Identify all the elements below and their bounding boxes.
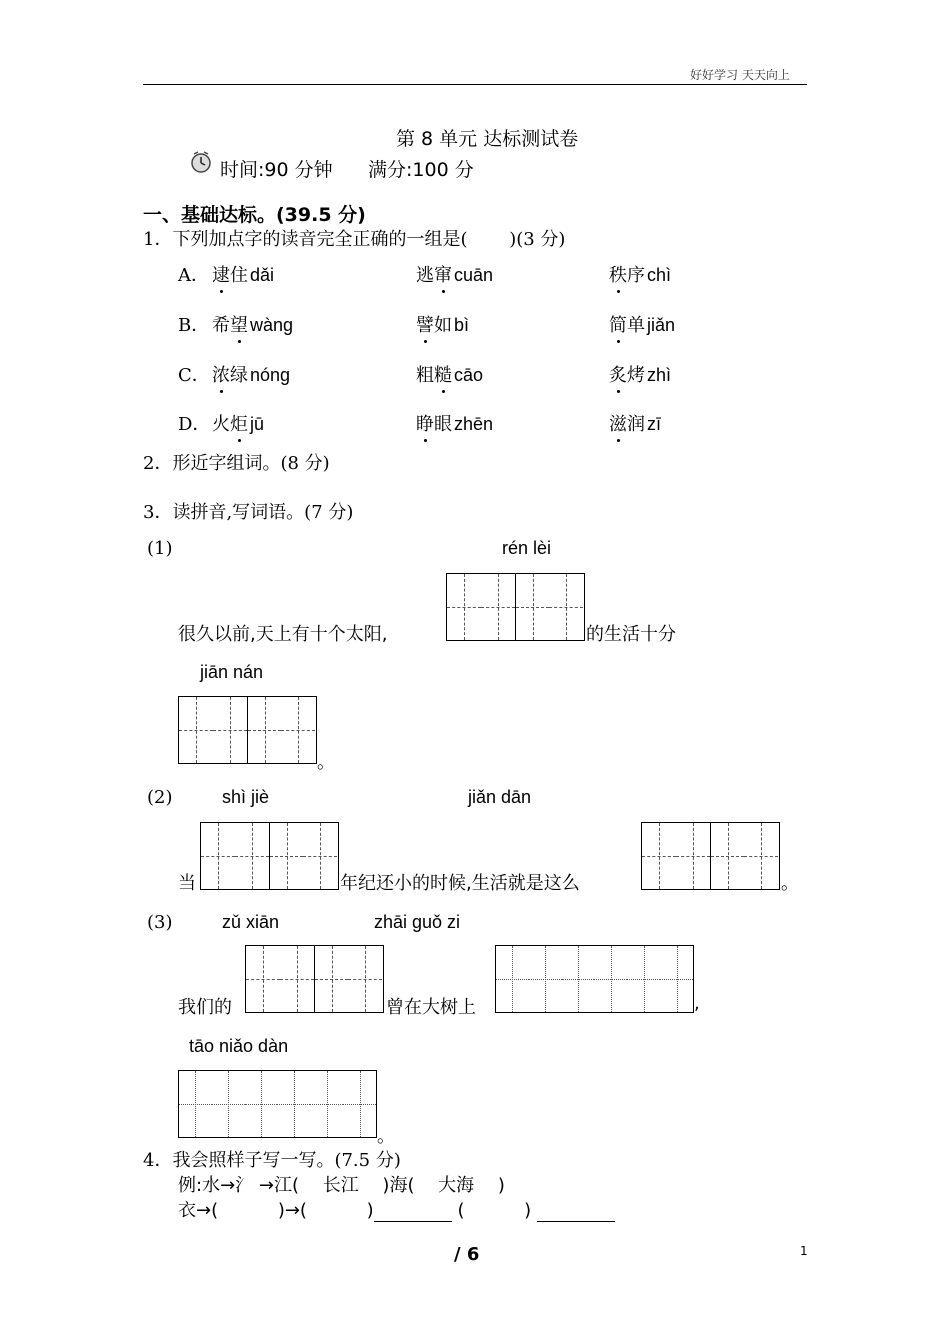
q4-answer-blank-1[interactable] [374,1220,452,1222]
option-pinyin: cāo [454,365,484,385]
header-slogan: 好好学习 天天向上 [690,68,790,82]
q4-line-2-part-b: ( ) [457,1200,532,1221]
character: 润 [627,414,645,435]
dotted-character: 简 [609,311,627,337]
option-word [416,410,493,436]
option-pinyin: zhēn [454,414,494,434]
character: 绿 [230,365,248,386]
character: 烤 [627,365,645,386]
option-word [609,311,675,337]
q4-line-2-part-a: 衣→( )→( ) [178,1200,374,1221]
exam-score: 满分:100 分 [368,159,474,181]
option-pinyin: cuān [454,265,494,285]
q3-part2-text-0: 当 [178,873,196,894]
q3-part2-writing-grid-2[interactable] [641,822,780,890]
q4-answer-blank-2[interactable] [537,1220,615,1222]
character: 眼 [434,414,452,435]
option-pinyin: jiǎn [647,315,676,335]
q4-example: 例:水→氵 →江( 长江 )海( 大海 ) [178,1175,505,1196]
dotted-character: 糙 [434,361,452,387]
option-word [609,361,671,387]
dotted-character: 逮 [212,261,230,287]
question-3-stem: 3．读拼音,写词语。(7 分) [143,502,354,523]
dotted-character: 炙 [609,361,627,387]
question-1-stem: 1．下列加点字的读音完全正确的一组是( )(3 分) [143,229,566,250]
q3-part3-comma: , [694,993,700,1014]
option-word [212,410,264,436]
question-4-stem: 4．我会照样子写一写。(7.5 分) [143,1150,401,1171]
dotted-character: 窜 [434,261,452,287]
dotted-character: 睁 [416,410,434,436]
character: 序 [627,265,645,286]
page-number: 1 [800,1244,808,1258]
character: 如 [434,315,452,336]
option-pinyin: nóng [250,365,291,385]
q3-part1-writing-grid-1[interactable] [446,573,585,641]
character: 希 [212,315,230,336]
dotted-character: 譬 [416,311,434,337]
q3-part3-writing-grid-3[interactable] [178,1070,377,1138]
q3-part3-text-1: 曾在大树上 [386,997,476,1018]
option-word [212,311,293,337]
q3-part1-end: 。 [317,752,335,773]
q4-line-2 [178,1196,615,1222]
option-word [609,261,671,287]
q3-part1-writing-grid-2[interactable] [178,696,317,764]
q3-part2-number: (2) [147,787,173,808]
dotted-character: 秩 [609,261,627,287]
exam-time: 时间:90 分钟 [220,159,333,181]
q3-part2-writing-grid-1[interactable] [200,822,339,890]
option-word [609,410,661,436]
page-of-total: / 6 [454,1244,480,1265]
q3-part3-writing-grid-2[interactable] [495,945,694,1013]
option-word [416,361,483,387]
q3-part1-text-1: 很久以前,天上有十个太阳, [178,624,388,645]
page-title: 第 8 单元 达标测试卷 [396,128,579,150]
option-pinyin: zhì [647,365,672,385]
q3-part3-pinyin-3: tāo niǎo dàn [189,1036,289,1056]
question-2-stem: 2．形近字组词。(8 分) [143,453,330,474]
q3-part3-writing-grid-1[interactable] [245,945,384,1013]
option-label: B． [178,315,210,336]
option-pinyin: wàng [250,315,294,335]
q3-part2-text-1: 年纪还小的时候,生活就是这么 [340,873,580,894]
dotted-character: 望 [230,311,248,337]
option-label: D． [178,414,211,435]
q3-part3-end: 。 [377,1126,395,1147]
clock-icon [189,150,213,174]
section-heading: 一、基础达标。(39.5 分) [143,204,366,226]
character: 火 [212,414,230,435]
character: 粗 [416,365,434,386]
option-label: A． [178,265,209,286]
option-word [212,361,290,387]
q3-part2-pinyin-1: shì jiè [222,787,270,807]
option-word [416,261,493,287]
character: 单 [627,315,645,336]
option-pinyin: chì [647,265,672,285]
dotted-character: 浓 [212,361,230,387]
header-divider [143,84,807,85]
q3-part1-pinyin-2: jiān nán [200,662,264,682]
option-pinyin: zī [647,414,662,434]
character: 住 [230,265,248,286]
option-pinyin: jū [250,414,265,434]
q3-part2-pinyin-2: jiǎn dān [468,787,532,807]
dotted-character: 滋 [609,410,627,436]
option-word [416,311,469,337]
q3-part2-end: 。 [781,873,799,894]
q3-part3-pinyin-2: zhāi guǒ zi [374,912,461,932]
option-pinyin: dǎi [250,265,275,285]
q3-part1-text-2: 的生活十分 [586,624,676,645]
dotted-character: 炬 [230,410,248,436]
character: 逃 [416,265,434,286]
option-pinyin: bì [454,315,470,335]
q3-part1-number: (1) [147,538,173,559]
q3-part3-pinyin-1: zǔ xiān [222,912,280,932]
q3-part3-text-0: 我们的 [178,997,232,1018]
q3-part1-pinyin-1: rén lèi [502,538,552,558]
q3-part3-number: (3) [147,912,173,933]
option-label: C． [178,365,210,386]
option-word [212,261,274,287]
